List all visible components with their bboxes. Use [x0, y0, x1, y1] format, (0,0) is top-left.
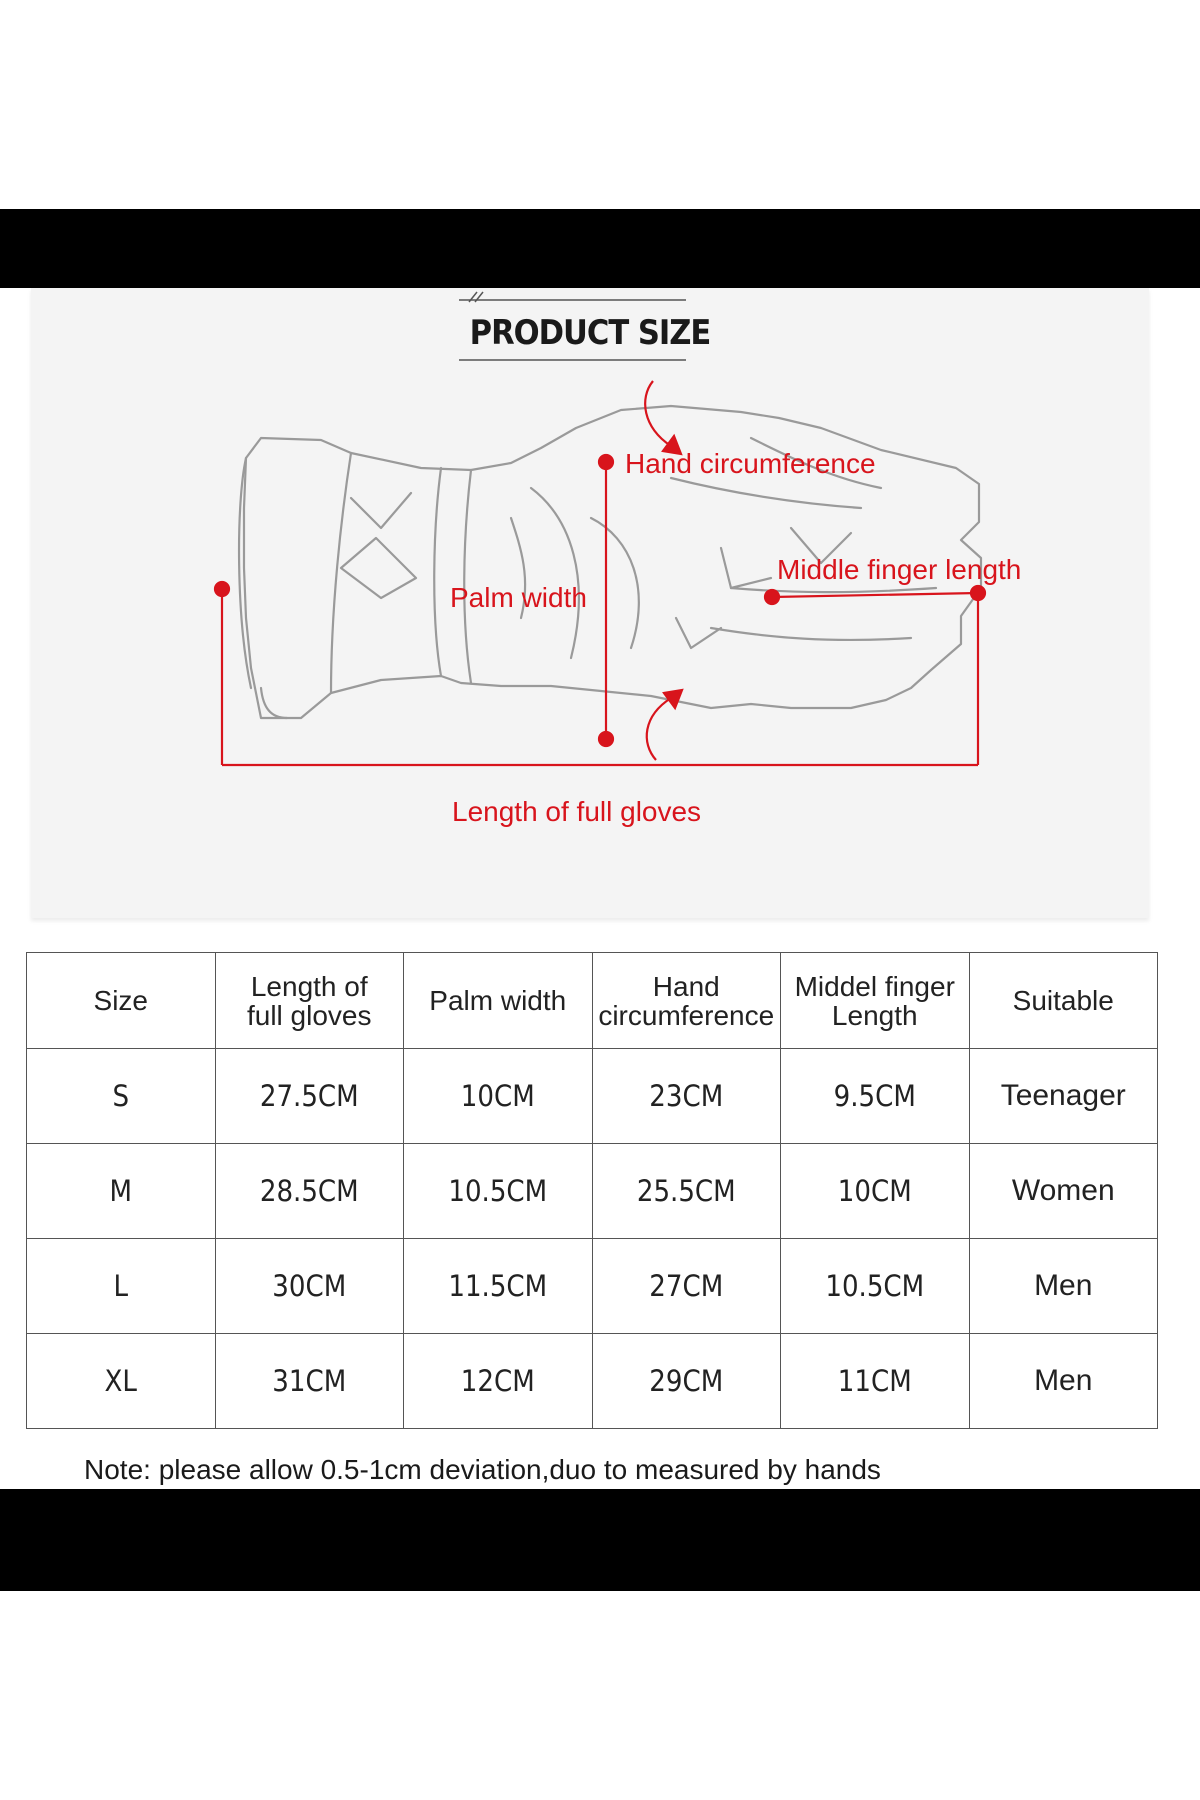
middle-finger-length-label: Middle finger length — [777, 554, 1022, 585]
full-length-label: Length of full gloves — [452, 796, 702, 827]
table-body — [27, 1049, 1158, 1429]
column-header-middle-finger-length: Middel finger Length — [781, 953, 970, 1049]
table-cell-full-length: 31CM — [215, 1334, 404, 1429]
column-header-suitable: Suitable — [969, 953, 1158, 1049]
diagram-title: PRODUCT SIZE — [469, 313, 711, 353]
table-cell-suitable: Teenager — [969, 1049, 1158, 1144]
column-header-size: Size — [27, 953, 216, 1049]
table-cell-size: L — [27, 1239, 216, 1334]
table-cell-palm-width: 11.5CM — [404, 1239, 593, 1334]
table-cell-full-length: 30CM — [215, 1239, 404, 1334]
table-cell-suitable: Women — [969, 1144, 1158, 1239]
measurement-note: Note: please allow 0.5-1cm deviation,duo to measured by hands — [84, 1454, 881, 1485]
table-cell-middle-finger-length: 11CM — [781, 1334, 970, 1429]
palm-width-label: Palm width — [450, 582, 587, 613]
table-cell-hand-circumference: 29CM — [592, 1334, 781, 1429]
size-chart-table — [26, 952, 1158, 1429]
table-cell-size: S — [27, 1049, 216, 1144]
table-cell-middle-finger-length: 10.5CM — [781, 1239, 970, 1334]
table-cell-suitable: Men — [969, 1334, 1158, 1429]
table-cell-size: M — [27, 1144, 216, 1239]
column-header-full-length: Length of full gloves — [215, 953, 404, 1049]
table-header-row — [27, 953, 1158, 1049]
column-header-hand-circumference: Hand circumference — [592, 953, 781, 1049]
table-row — [27, 1144, 1158, 1239]
bottom-black-bar — [0, 1489, 1200, 1591]
table-row — [27, 1334, 1158, 1429]
product-size-diagram — [31, 288, 1149, 918]
top-black-bar — [0, 209, 1200, 288]
hand-circumference-label: Hand circumference — [625, 448, 876, 479]
table-cell-hand-circumference: 27CM — [592, 1239, 781, 1334]
table-cell-suitable: Men — [969, 1239, 1158, 1334]
table-cell-palm-width: 10CM — [404, 1049, 593, 1144]
table-cell-full-length: 27.5CM — [215, 1049, 404, 1144]
table-cell-palm-width: 12CM — [404, 1334, 593, 1429]
table-row — [27, 1239, 1158, 1334]
table-row — [27, 1049, 1158, 1144]
table-cell-middle-finger-length: 10CM — [781, 1144, 970, 1239]
table-cell-hand-circumference: 25.5CM — [592, 1144, 781, 1239]
table-cell-middle-finger-length: 9.5CM — [781, 1049, 970, 1144]
table-cell-full-length: 28.5CM — [215, 1144, 404, 1239]
table-cell-size: XL — [27, 1334, 216, 1429]
table-cell-hand-circumference: 23CM — [592, 1049, 781, 1144]
column-header-palm-width: Palm width — [404, 953, 593, 1049]
table-cell-palm-width: 10.5CM — [404, 1144, 593, 1239]
